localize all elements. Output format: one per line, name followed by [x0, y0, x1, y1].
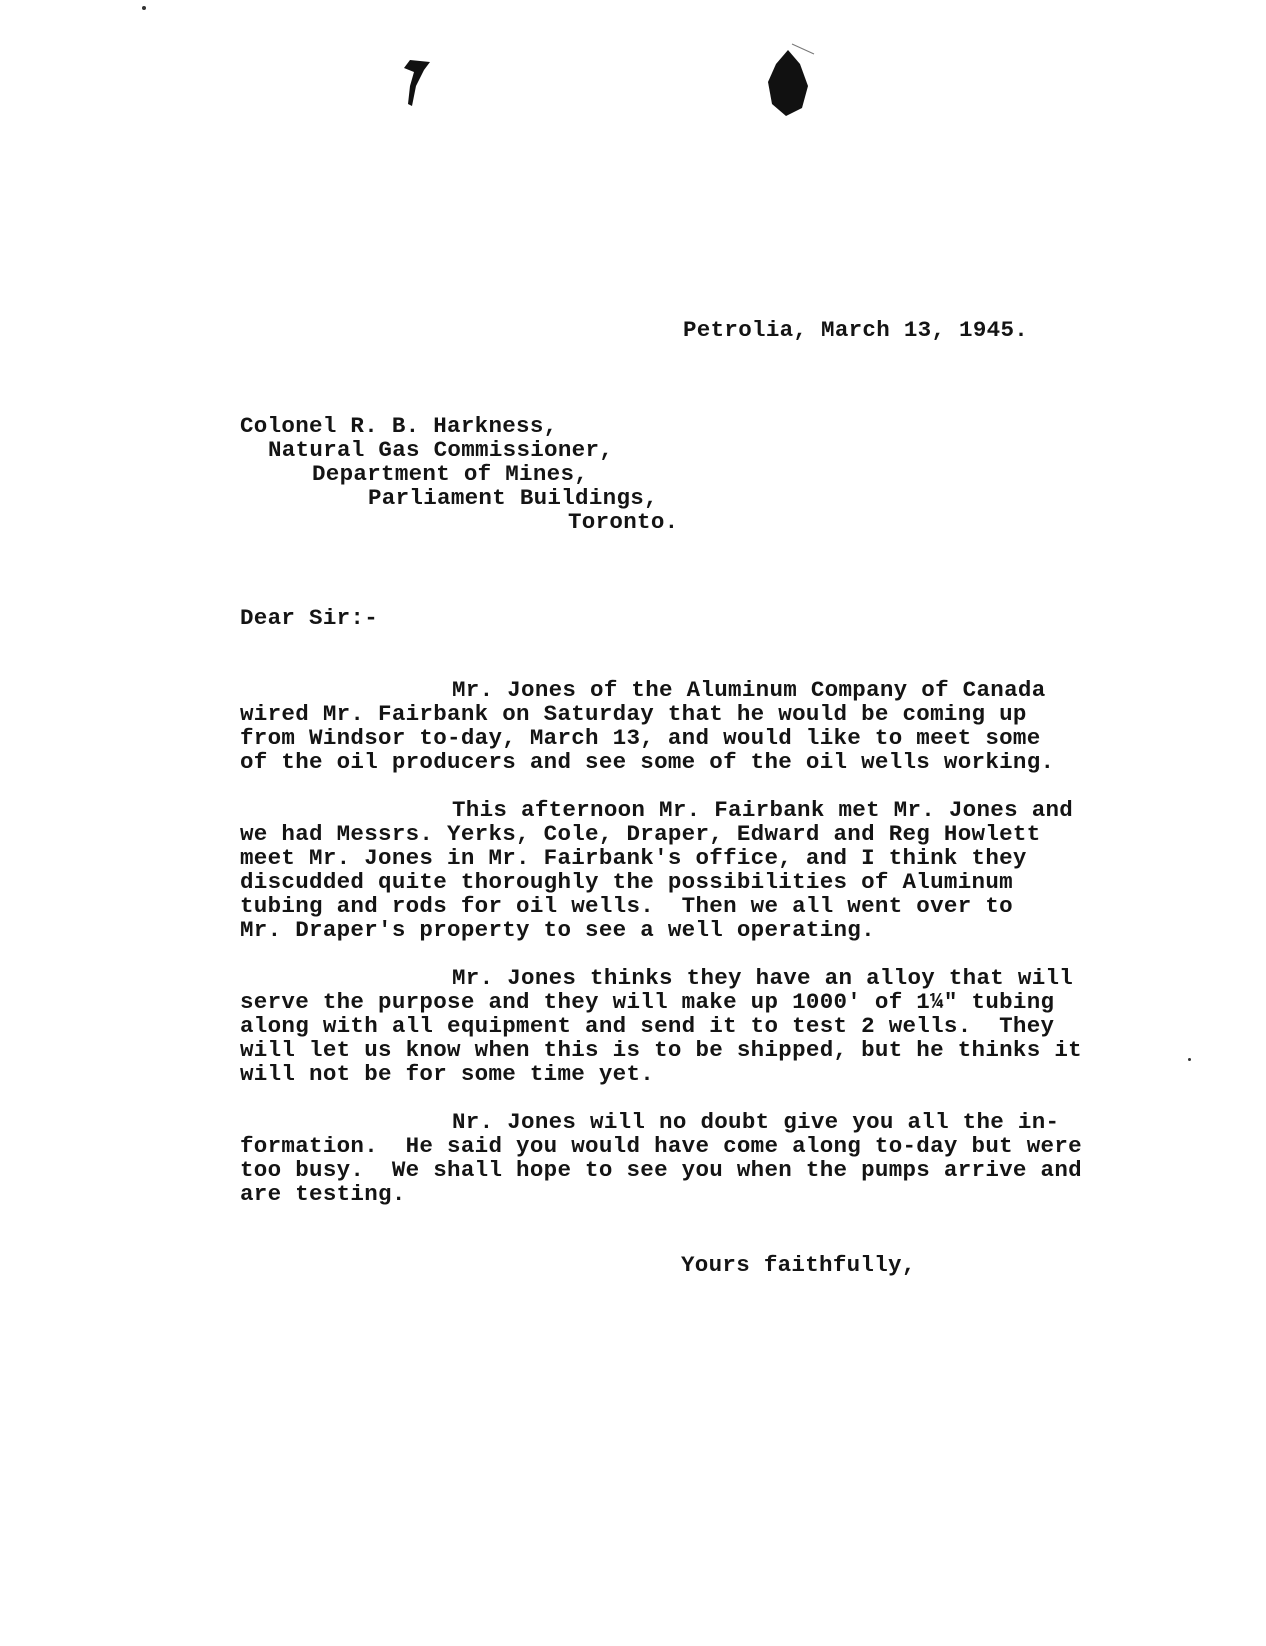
paragraph-2-line-3: meet Mr. Jones in Mr. Fairbank's office, and I think they [240, 845, 1027, 871]
closing: Yours faithfully, [681, 1252, 916, 1278]
paragraph-2-line-6: Mr. Draper's property to see a well operating. [240, 917, 875, 943]
paragraph-4-line-1: Nr. Jones will no doubt give you all the in- [452, 1109, 1060, 1135]
paper-speck [1188, 1058, 1191, 1061]
paragraph-3-line-5: will not be for some time yet. [240, 1061, 655, 1087]
paragraph-3-line-4: will let us know when this is to be shipped, but he thinks it [240, 1037, 1082, 1063]
paragraph-4-line-3: too busy. We shall hope to see you when the pumps arrive and [240, 1157, 1082, 1183]
addressee-title: Natural Gas Commissioner, [268, 437, 614, 463]
paper-speck [142, 6, 146, 10]
paragraph-3-line-1: Mr. Jones thinks they have an alloy that will [452, 965, 1074, 991]
paragraph-2-line-4: discudded quite thoroughly the possibilities of Aluminum [240, 869, 1013, 895]
paragraph-1-line-1: Mr. Jones of the Aluminum Company of Canada [452, 677, 1046, 703]
addressee-department: Department of Mines, [312, 461, 589, 487]
paragraph-2-line-1: This afternoon Mr. Fairbank met Mr. Jones and [452, 797, 1074, 823]
paragraph-1-line-4: of the oil producers and see some of the oil wells working. [240, 749, 1055, 775]
paragraph-3-line-3: along with all equipment and send it to test 2 wells. They [240, 1013, 1055, 1039]
paragraph-1-line-2: wired Mr. Fairbank on Saturday that he would be coming up [240, 701, 1027, 727]
paragraph-4-line-2: formation. He said you would have come along to-day but were [240, 1133, 1082, 1159]
date-line: Petrolia, March 13, 1945. [683, 317, 1029, 343]
salutation: Dear Sir:- [240, 605, 379, 631]
paragraph-1-line-3: from Windsor to-day, March 13, and would like to meet some [240, 725, 1041, 751]
paragraph-2-line-2: we had Messrs. Yerks, Cole, Draper, Edward and Reg Howlett [240, 821, 1041, 847]
addressee-name: Colonel R. B. Harkness, [240, 413, 558, 439]
binding-hole-mark-left [396, 56, 440, 112]
addressee-city: Toronto. [568, 509, 679, 535]
paragraph-3-line-2: serve the purpose and they will make up 1000' of 1¼" tubing [240, 989, 1055, 1015]
binding-hole-mark-right [758, 42, 818, 122]
addressee-building: Parliament Buildings, [368, 485, 658, 511]
paragraph-2-line-5: tubing and rods for oil wells. Then we all went over to [240, 893, 1013, 919]
paragraph-4-line-4: are testing. [240, 1181, 406, 1207]
